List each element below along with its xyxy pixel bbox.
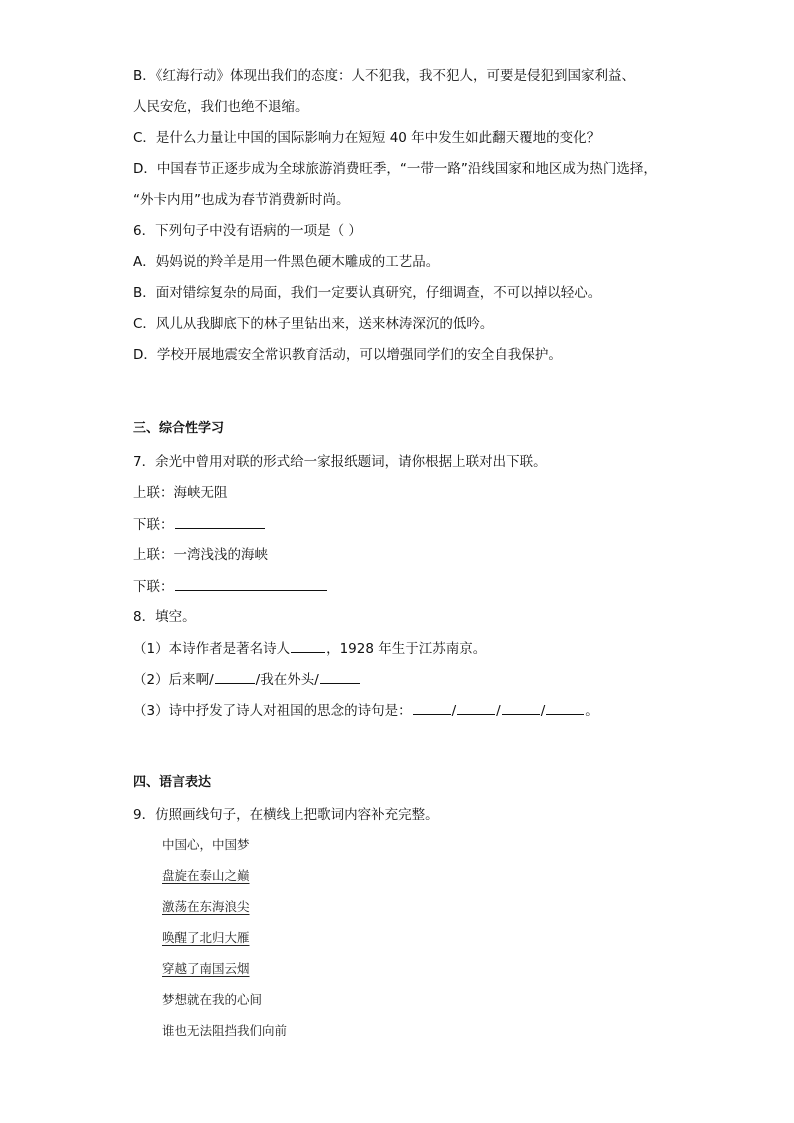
q8-blank-3d[interactable] bbox=[546, 700, 584, 715]
q8-item-2-text-a: （2）后来啊/ bbox=[133, 672, 214, 688]
q6-option-a: A．妈妈说的羚羊是用一件黑色硬木雕成的工艺品。 bbox=[133, 254, 440, 270]
q8-item-2 bbox=[133, 669, 361, 690]
q8-blank-3c[interactable] bbox=[502, 700, 540, 715]
q8-question: 8．填空。 bbox=[133, 609, 196, 625]
q5-option-b-line1: B．《红海行动》体现出我们的态度：人不犯我，我不犯人，可要是侵犯到国家利益、 bbox=[133, 68, 636, 84]
q8-item-2-text-b: /我在外头/ bbox=[255, 672, 319, 688]
q8-blank-poet[interactable] bbox=[291, 638, 325, 653]
q7-lower-couplet-1-label: 下联： bbox=[133, 517, 174, 533]
slash: / bbox=[540, 703, 546, 719]
poem-line-underlined: 唤醒了北归大雁 bbox=[162, 930, 250, 945]
q8-blank-2a[interactable] bbox=[215, 669, 255, 684]
q9-question: 9．仿照画线句子，在横线上把歌词内容补充完整。 bbox=[133, 807, 439, 823]
q7-answer-blank-1[interactable] bbox=[175, 514, 265, 529]
poem-line-underlined: 穿越了南国云烟 bbox=[162, 961, 250, 976]
q8-blank-2b[interactable] bbox=[320, 669, 360, 684]
q8-item-3 bbox=[133, 700, 599, 721]
q8-item-3-text: （3）诗中抒发了诗人对祖国的思念的诗句是： bbox=[133, 703, 412, 719]
q8-item-1-text-b: ，1928 年生于江苏南京。 bbox=[326, 641, 487, 657]
q7-lower-couplet-2 bbox=[133, 576, 328, 597]
poem-line: 谁也无法阻挡我们向前 bbox=[162, 1023, 288, 1038]
q7-question: 7．余光中曾用对联的形式给一家报纸题词，请你根据上联对出下联。 bbox=[133, 454, 547, 470]
q6-option-b: B．面对错综复杂的局面，我们一定要认真研究，仔细调查，不可以掉以轻心。 bbox=[133, 285, 602, 301]
q7-upper-couplet-2: 上联：一湾浅浅的海峡 bbox=[133, 547, 268, 563]
section-4-heading: 四、语言表达 bbox=[133, 775, 212, 790]
q5-option-c: C．是什么力量让中国的国际影响力在短短 40 年中发生如此翻天覆地的变化？ bbox=[133, 130, 601, 146]
q5-option-d-line1: D．中国春节正逐步成为全球旅游消费旺季，“一带一路”沿线国家和地区成为热门选择， bbox=[133, 161, 657, 177]
q6-option-c: C．风儿从我脚底下的林子里钻出来，送来林涛深沉的低吟。 bbox=[133, 316, 494, 332]
q7-answer-blank-2[interactable] bbox=[175, 576, 327, 591]
poem-line-underlined: 激荡在东海浪尖 bbox=[162, 899, 250, 914]
q5-option-d-line2: “外卡内用”也成为春节消费新时尚。 bbox=[133, 192, 350, 208]
section-3-heading: 三、综合性学习 bbox=[133, 421, 225, 436]
period: 。 bbox=[585, 703, 599, 719]
slash: / bbox=[451, 703, 457, 719]
q8-item-1 bbox=[133, 638, 486, 659]
q7-lower-couplet-1 bbox=[133, 514, 266, 535]
poem-line-underlined: 盘旋在泰山之巅 bbox=[162, 868, 250, 883]
q6-option-d: D．学校开展地震安全常识教育活动，可以增强同学们的安全自我保护。 bbox=[133, 347, 562, 363]
q6-question: 6．下列句子中没有语病的一项是（ ） bbox=[133, 223, 362, 239]
q5-option-b-line2: 人民安危，我们也绝不退缩。 bbox=[133, 99, 309, 115]
q8-blank-3b[interactable] bbox=[457, 700, 495, 715]
q7-upper-couplet-1: 上联：海峡无阻 bbox=[133, 485, 228, 501]
poem-line: 梦想就在我的心间 bbox=[162, 992, 263, 1007]
q7-lower-couplet-2-label: 下联： bbox=[133, 579, 174, 595]
q8-item-1-text-a: （1）本诗作者是著名诗人 bbox=[133, 641, 291, 657]
poem-line: 中国心，中国梦 bbox=[162, 837, 250, 852]
q8-blank-3a[interactable] bbox=[413, 700, 451, 715]
slash: / bbox=[496, 703, 501, 719]
